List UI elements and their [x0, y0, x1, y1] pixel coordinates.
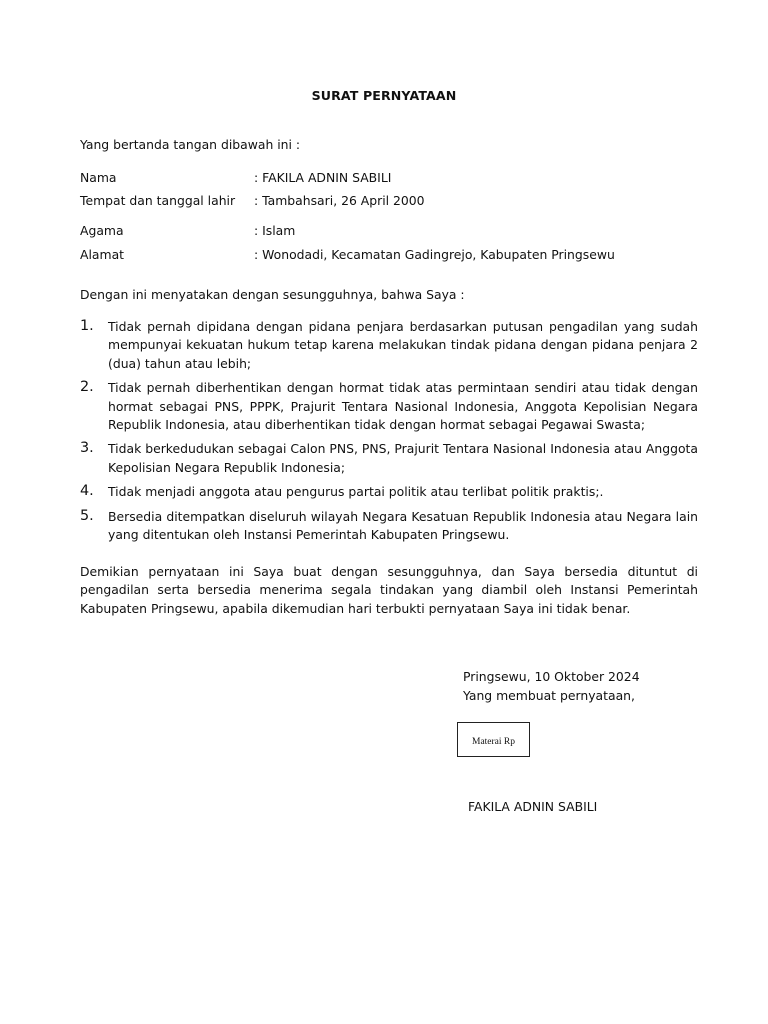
- closing-paragraph: Demikian pernyataan ini Saya buat dengan sesungguhnya, dan Saya bersedia dituntut di pengadilan serta bersedia menerima segala tindakan yang diambil oleh Instansi Pemerintah Kabupaten Pringsewu, apabila dikemudian hari terbukti pernyataan Saya ini tidak benar.: [80, 564, 698, 616]
- document-title: SURAT PERNYATAAN: [311, 88, 457, 103]
- field-value-address: : Wonodadi, Kecamatan Gadingrejo, Kabupaten Pringsewu: [254, 247, 615, 262]
- stamp-box: [457, 722, 530, 757]
- signer-name: FAKILA ADNIN SABILI: [468, 799, 598, 814]
- signature-maker-label: Yang membuat pernyataan,: [463, 688, 635, 703]
- list-item-number: 5.: [80, 507, 94, 524]
- statement-text: Dengan ini menyatakan dengan sesungguhnya, bahwa Saya :: [80, 287, 465, 302]
- field-value-religion: : Islam: [254, 223, 296, 238]
- list-item-text: Tidak pernah diberhentikan dengan hormat tidak atas permintaan sendiri atau tidak dengan hormat sebagai PNS, PPPK, Prajurit Tentara Nasional Indonesia, Anggota Kepolisian Negara Republik Indonesia, atau diberhentikan tidak dengan hormat sebagai Pegawai Swasta;: [108, 380, 698, 433]
- field-label-address: Alamat: [80, 247, 125, 262]
- list-item: [80, 318, 698, 373]
- field-value-name: : FAKILA ADNIN SABILI: [254, 170, 392, 185]
- intro-text: Yang bertanda tangan dibawah ini :: [80, 137, 301, 152]
- field-label-birth: Tempat dan tanggal lahir: [80, 193, 236, 208]
- stamp-text: Materai Rp: [472, 737, 516, 747]
- statement-list: [80, 318, 698, 550]
- field-label-name: Nama: [80, 170, 117, 185]
- list-item-text: Tidak menjadi anggota atau pengurus partai politik atau terlibat politik praktis;.: [108, 484, 604, 500]
- list-item-text: Tidak berkedudukan sebagai Calon PNS, PNS, Prajurit Tentara Nasional Indonesia atau Anggota Kepolisian Negara Republik Indonesia;: [108, 441, 698, 475]
- list-item-number: 1.: [80, 318, 94, 334]
- list-item-number: 4.: [80, 483, 94, 500]
- list-item: [80, 508, 698, 545]
- list-item: [80, 483, 698, 501]
- list-item-text: Tidak pernah dipidana dengan pidana penjara berdasarkan putusan pengadilan yang sudah mempunyai kekuatan hukum tetap karena melakukan tindak pidana dengan pidana penjara 2 (dua) tahun atau lebih;: [108, 319, 698, 371]
- field-label-religion: Agama: [80, 223, 124, 238]
- field-value-birth: : Tambahsari, 26 April 2000: [254, 193, 425, 208]
- list-item: [80, 379, 698, 434]
- list-item: [80, 440, 698, 477]
- list-item-number: 2.: [80, 379, 94, 396]
- signature-place-date: Pringsewu, 10 Oktober 2024: [463, 669, 640, 684]
- list-item-number: 3.: [80, 440, 94, 457]
- list-item-text: Bersedia ditempatkan diseluruh wilayah Negara Kesatuan Republik Indonesia atau Negara lain yang ditentukan oleh Instansi Pemerintah Kabupaten Pringsewu.: [108, 508, 698, 543]
